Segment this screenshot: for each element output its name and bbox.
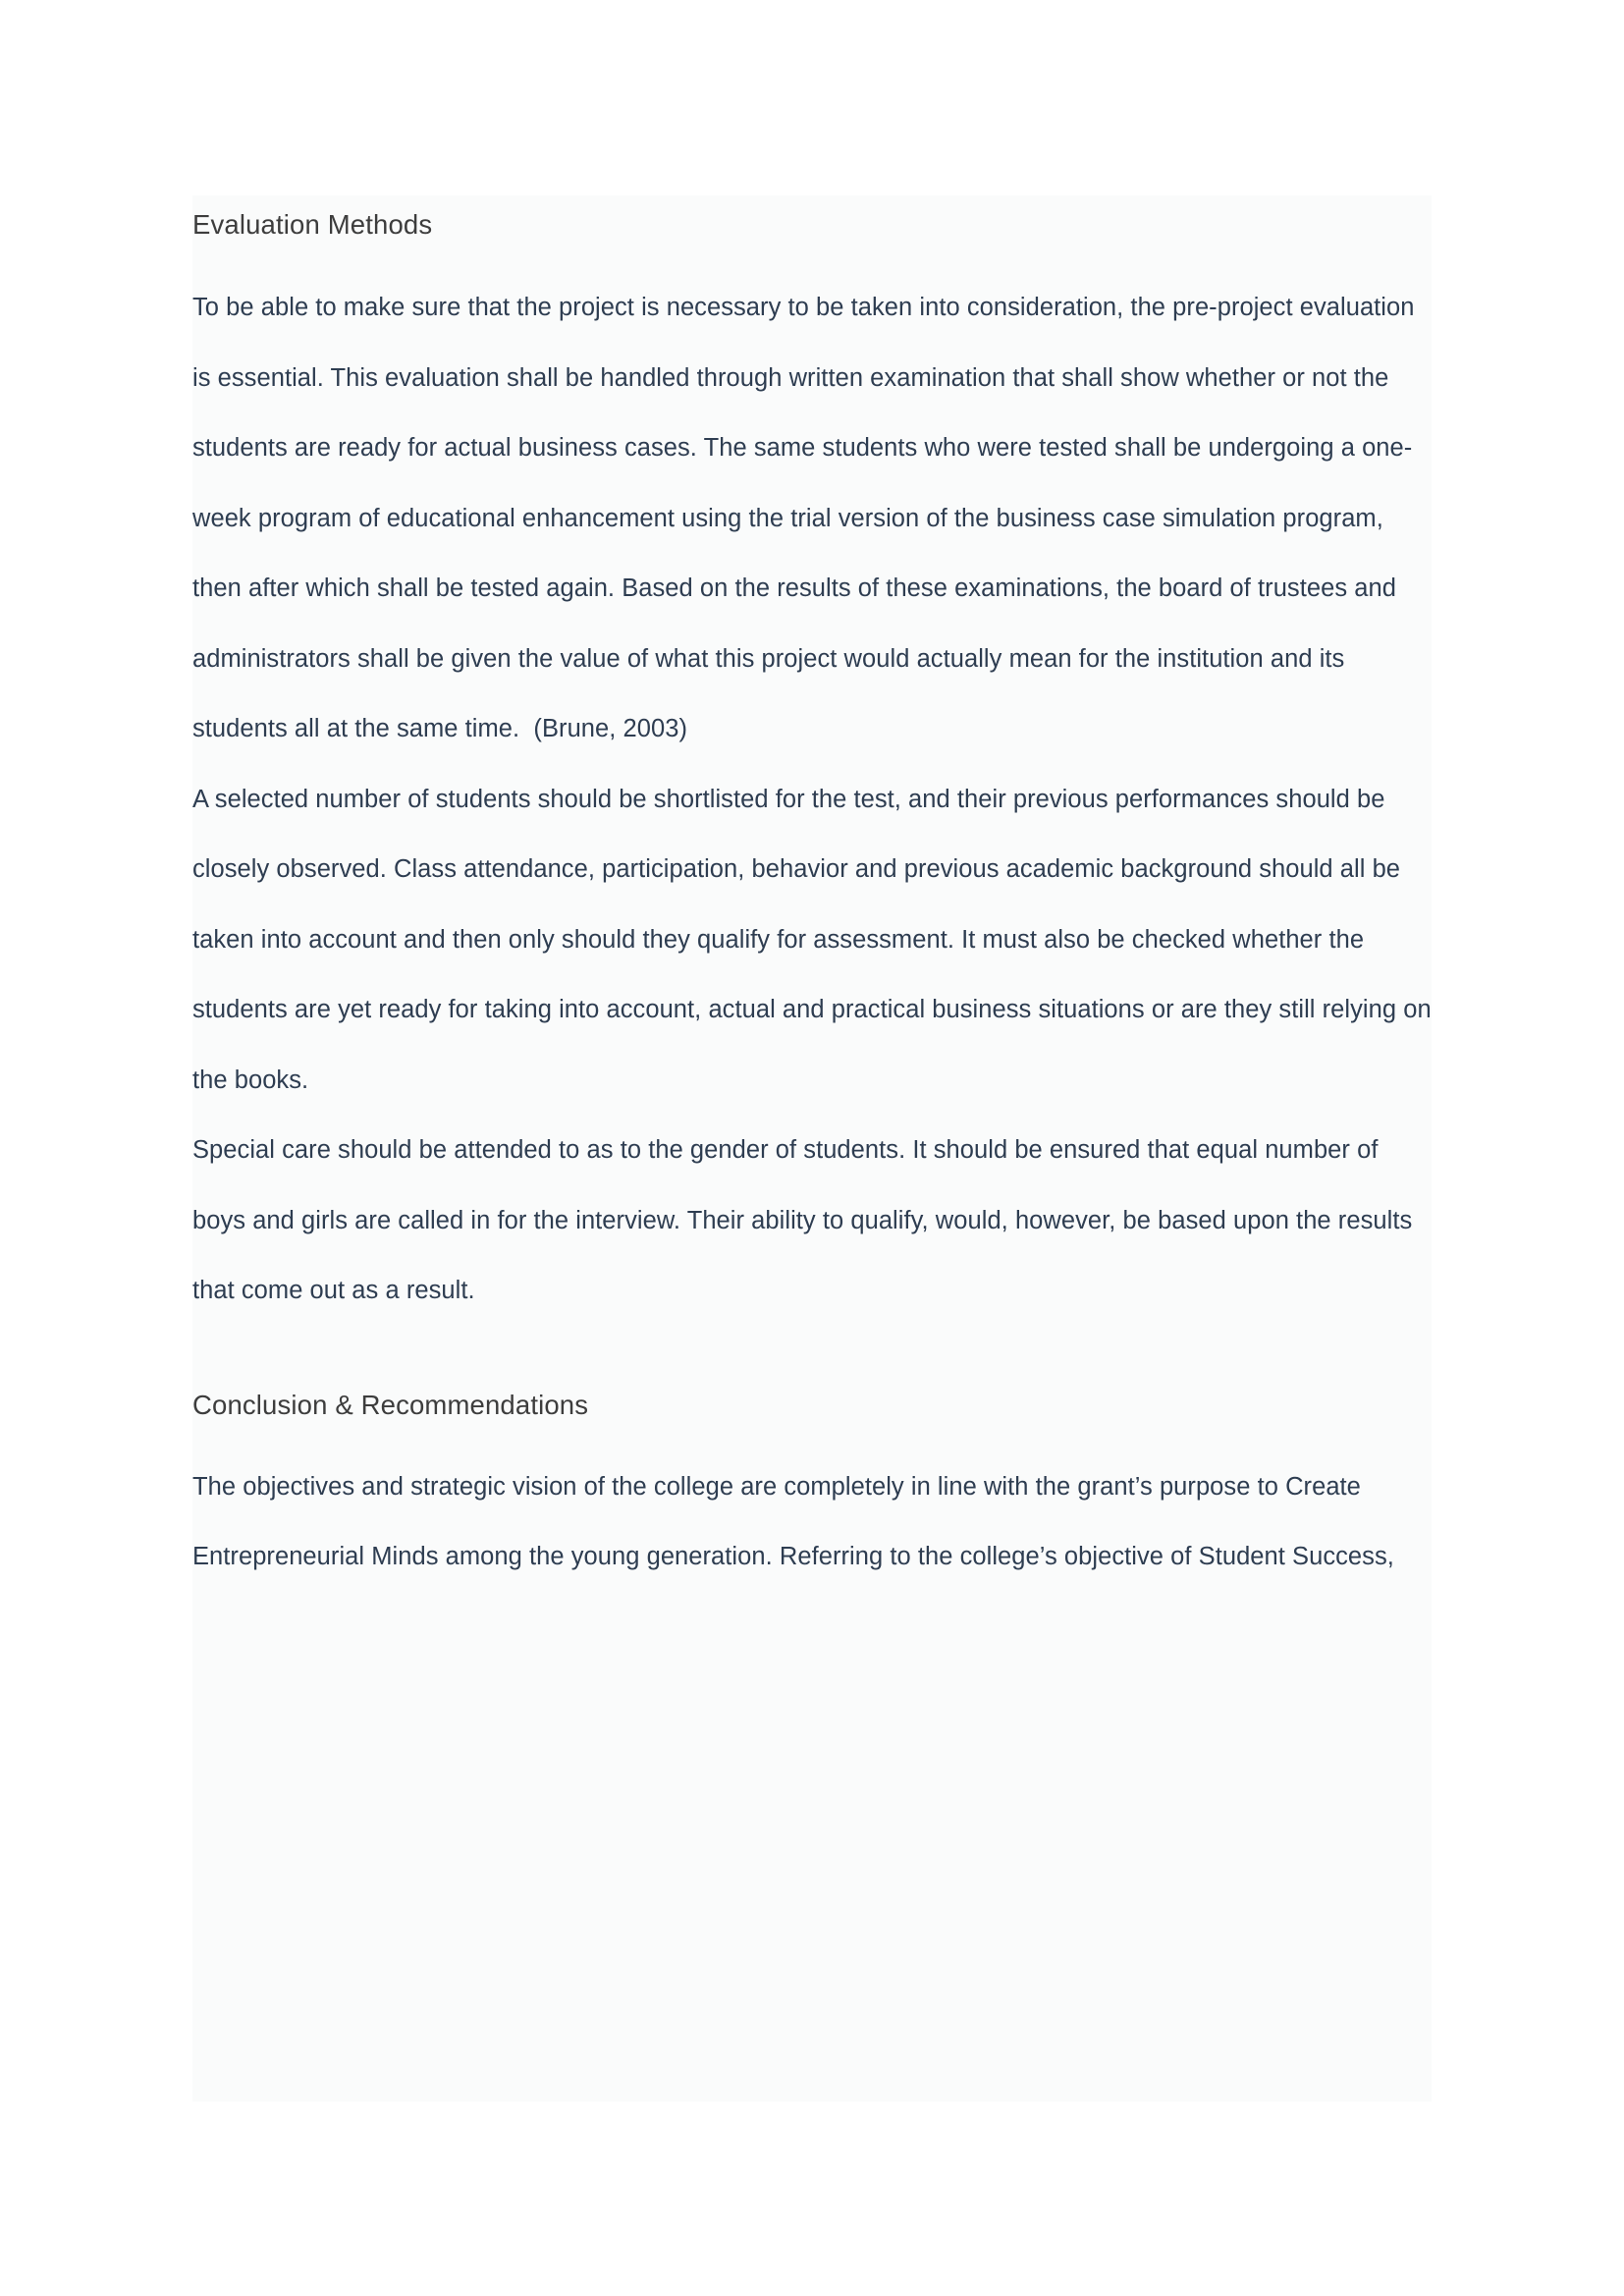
section-heading-conclusion-recommendations: Conclusion & Recommendations <box>192 1389 589 1420</box>
paragraph-conclusion-objectives: The objectives and strategic vision of the college are completely in line with the grant’s purpose to Create Entrepreneurial Minds among the young generation. Referring to the college’s objective of Student Success, <box>192 1472 1394 1570</box>
paragraph-evaluation-overview: To be able to make sure that the project is necessary to be taken into consideration, the pre-project evaluation is essential. This evaluation shall be handled through written examination that shall show whether or not the students are ready for actual business cases. The same students who were tested shall be undergoing a one-week program of educational enhancement using the trial version of the business case simulation program, then after which shall be tested again. Based on the results of these examinations, the board of trustees and administrators shall be given the value of what this project would actually mean for the institution and its students all at the same time. (Brune, 2003) <box>192 294 1422 742</box>
paragraph-gender-balance: Special care should be attended to as to the gender of students. It should be ensured that equal number of boys and girls are called in for the interview. Their ability to qualify, would, however, be based upon the results that come out as a result. <box>192 1136 1420 1304</box>
paragraph-student-shortlisting: A selected number of students should be shortlisted for the test, and their previous performances should be closely observed. Class attendance, participation, behavior and previous academic background should all be taken into account and then only should they qualify for assessment. It must also be checked whether the students are yet ready for taking into account, actual and practical business situations or are they still relying on the books. <box>192 785 1438 1094</box>
document-content-block <box>192 195 1438 2102</box>
section-heading-evaluation-methods: Evaluation Methods <box>192 209 433 240</box>
